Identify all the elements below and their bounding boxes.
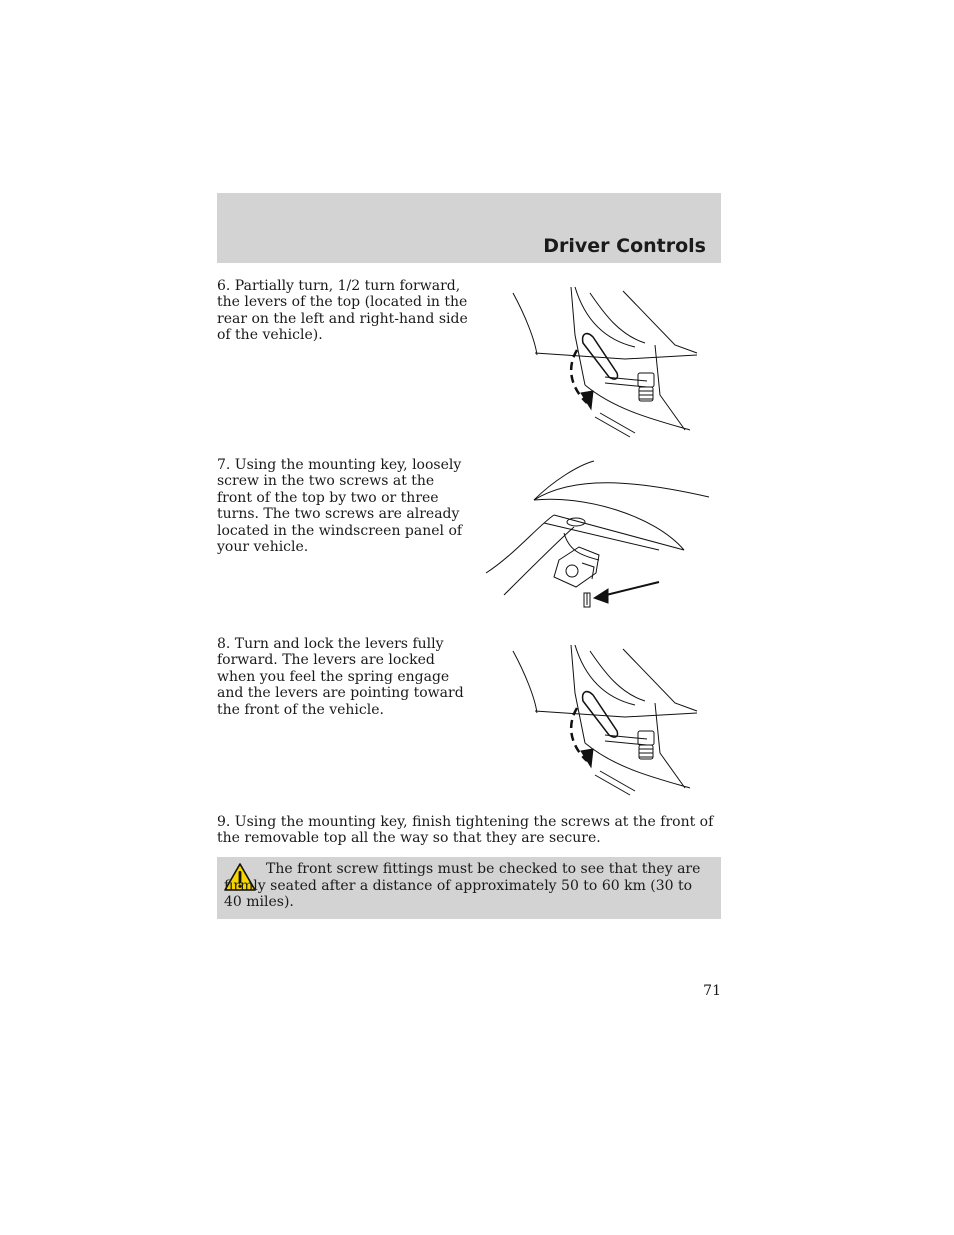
section-header [217, 193, 721, 263]
step-7-text: 7. Using the mounting key, loosely screw in the two screws at the front of the top by two or three turns. The two screws are already located in the windscreen panel of your vehicle. [217, 457, 463, 556]
lever-turn-illustration-2 [505, 643, 700, 798]
screw-insert-illustration [484, 455, 714, 615]
page-number: 71 [703, 983, 721, 999]
step-9-text: 9. Using the mounting key, finish tightening the screws at the front of the removable top all the way so that they are secure. [217, 814, 714, 847]
lever-turn-illustration-1 [505, 285, 700, 440]
step-8-text: 8. Turn and lock the levers fully forward. The levers are locked when you feel the spring engage and the levers are pointing toward the front of the vehicle. [217, 636, 464, 718]
warning-text: The front screw fittings must be checked to see that they are firmly seated after a distance of approximately 50 to 60 km (30 to 40 miles). [224, 861, 701, 911]
warning-box [217, 857, 721, 919]
step-6-text: 6. Partially turn, 1/2 turn forward, the levers of the top (located in the rear on the left and right-hand side of the vehicle). [217, 278, 468, 344]
section-title: Driver Controls [543, 235, 706, 257]
